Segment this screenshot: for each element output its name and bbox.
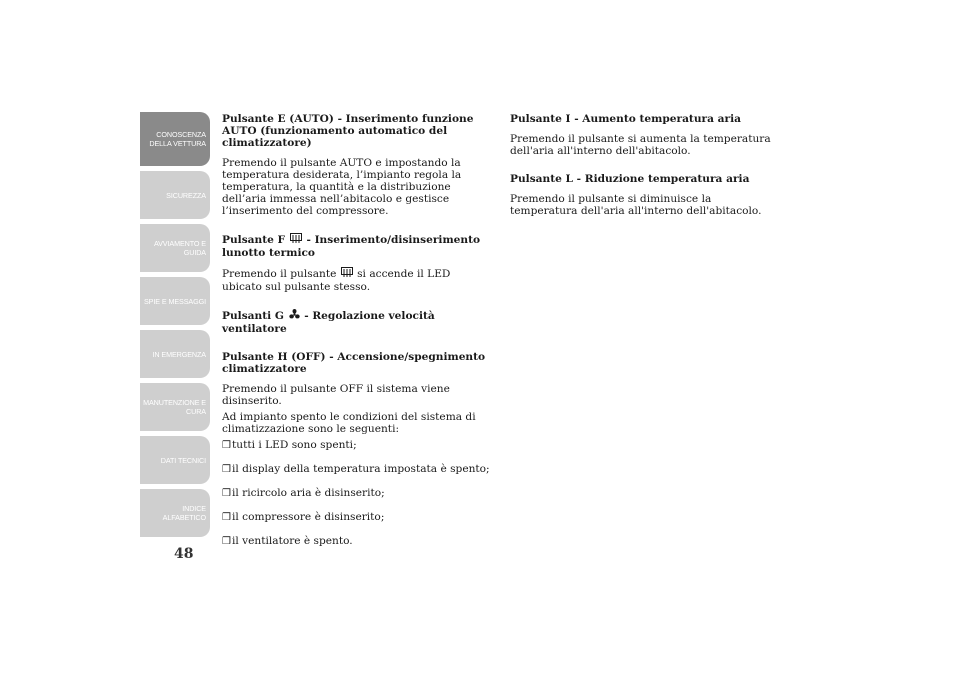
- heading-text: - Regolazione velocità ventilatore: [222, 310, 435, 335]
- button-f-heading: [222, 233, 490, 259]
- tab-label: INDICE ALFABETICO: [162, 504, 206, 522]
- list-item: [222, 463, 490, 476]
- body-text: Premendo il pulsante: [222, 268, 337, 280]
- list-item: [222, 439, 490, 452]
- list-item-text: il compressore è disinserito;: [232, 511, 385, 523]
- bullet-mark: ❒: [222, 488, 231, 499]
- tab-label: CONOSCENZA DELLA VETTURA: [149, 130, 206, 148]
- right-column: [510, 113, 778, 225]
- bullet-mark: ❒: [222, 512, 231, 523]
- rear-window-defrost-icon: [341, 267, 353, 281]
- chapter-sidebar: [140, 112, 210, 542]
- list-item: [222, 487, 490, 500]
- button-l-heading: Pulsante L - Riduzione temperatura aria: [510, 173, 750, 185]
- list-item: [222, 535, 490, 548]
- tab-conoscenza-della-vettura[interactable]: [140, 112, 210, 166]
- button-e-heading: Pulsante E (AUTO) - Inserimento funzione AUTO (funzionamento automatico del climatizzatore): [222, 113, 474, 149]
- tab-label: SPIE E MESSAGGI: [143, 296, 206, 306]
- heading-text: Pulsante F: [222, 234, 286, 246]
- button-f-description: [222, 267, 490, 293]
- tab-sicurezza[interactable]: [140, 171, 210, 219]
- button-h-description: Premendo il pulsante OFF il sistema viene disinserito.: [222, 383, 450, 407]
- button-e-description: Premendo il pulsante AUTO e impostando la temperatura desiderata, l’impianto regola la temperatura, la quantità e la distribuzione dell’aria immessa nell’abitacolo e gestisce l’inserimento del compressore.: [222, 157, 462, 217]
- tab-spie-e-messaggi[interactable]: [140, 277, 210, 325]
- tab-label: SICUREZZA: [166, 190, 206, 200]
- tab-avviamento-e-guida[interactable]: [140, 224, 210, 272]
- heading-text: Pulsanti G: [222, 310, 284, 322]
- heading-text: - Inserimento/disinserimento lunotto termico: [222, 234, 481, 259]
- list-item-text: tutti i LED sono spenti;: [232, 439, 357, 451]
- button-i-heading: Pulsante I - Aumento temperatura aria: [510, 113, 741, 125]
- list-item-text: il ventilatore è spento.: [232, 535, 353, 547]
- left-column: [222, 113, 490, 559]
- list-item: [222, 511, 490, 524]
- tab-label: AVVIAMENTO E GUIDA: [153, 239, 206, 257]
- tab-dati-tecnici[interactable]: [140, 436, 210, 484]
- page-number: 48: [174, 546, 194, 562]
- tab-indice-alfabetico[interactable]: [140, 489, 210, 537]
- rear-window-defrost-icon: [290, 233, 302, 247]
- button-g-heading: [222, 309, 490, 335]
- button-h-heading: Pulsante H (OFF) - Accensione/spegnimento climatizzatore: [222, 351, 486, 375]
- fan-icon: [289, 309, 300, 323]
- bullet-mark: ❒: [222, 536, 231, 547]
- tab-manutenzione-e-cura[interactable]: [140, 383, 210, 431]
- bullet-mark: ❒: [222, 440, 231, 451]
- body-text: si accende il LED ubicato sul pulsante stesso.: [222, 268, 451, 293]
- tab-in-emergenza[interactable]: [140, 330, 210, 378]
- tab-label: MANUTENZIONE E CURA: [143, 398, 206, 416]
- tab-label: DATI TECNICI: [160, 455, 206, 465]
- tab-label: IN EMERGENZA: [152, 349, 206, 359]
- button-h-conditions-intro: Ad impianto spento le condizioni del sistema di climatizzazione sono le seguenti:: [222, 411, 476, 435]
- button-l-description: Premendo il pulsante si diminuisce la temperatura dell'aria all'interno dell'abitacolo.: [510, 193, 762, 217]
- list-item-text: il display della temperatura impostata è spento;: [232, 463, 490, 475]
- button-i-description: Premendo il pulsante si aumenta la temperatura dell'aria all'interno dell'abitacolo.: [510, 133, 771, 157]
- bullet-mark: ❒: [222, 464, 231, 475]
- list-item-text: il ricircolo aria è disinserito;: [232, 487, 385, 499]
